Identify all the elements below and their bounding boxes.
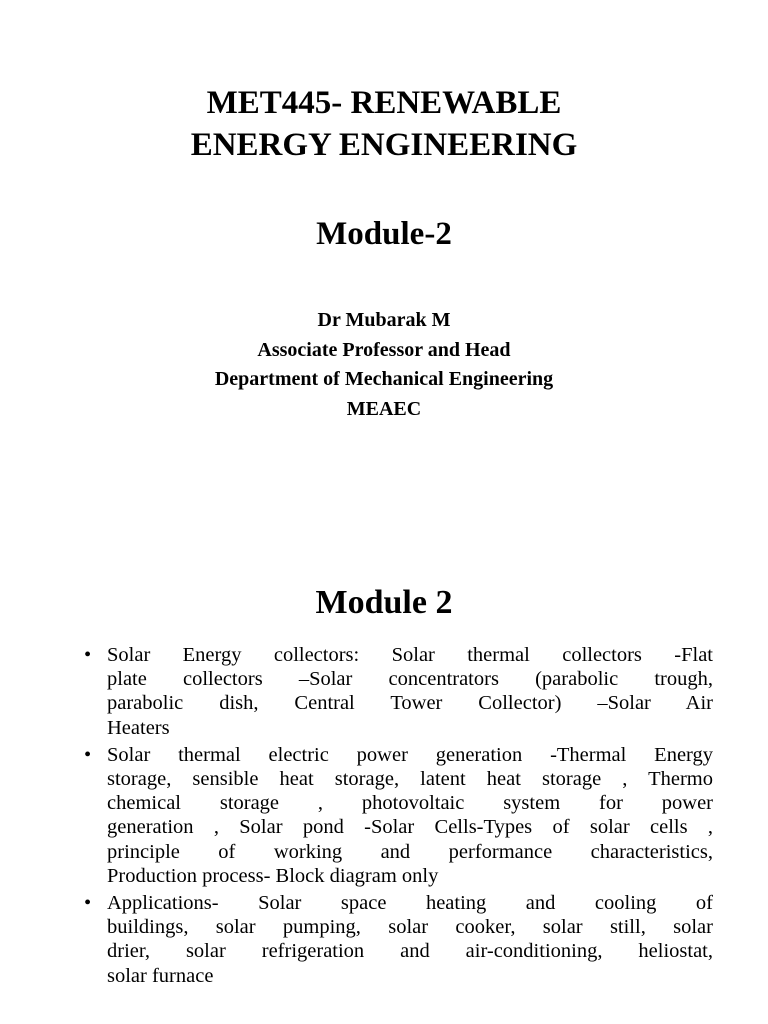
bullet-icon: • (84, 743, 92, 766)
bullet-text-line: buildings, solar pumping, solar cooker, solar still, solar (107, 916, 713, 939)
bullet-icon: • (84, 644, 92, 666)
author-name: Dr Mubarak M (317, 309, 451, 331)
bullet-list (84, 643, 713, 991)
bullet-text-line: Solar thermal electric power generation -Thermal Energy (107, 743, 713, 766)
syllabus-slide (0, 512, 768, 1024)
bullet-text-line: principle of working and performance characteristics, (107, 840, 713, 863)
bullet-icon: • (84, 892, 92, 915)
bullet-item (84, 891, 713, 988)
course-title (0, 82, 768, 166)
course-title-line: ENERGY ENGINEERING (190, 127, 578, 163)
bullet-text-line: parabolic dish, Central Tower Collector) –Solar Air (107, 692, 713, 715)
module-label: Module-2 (316, 216, 452, 252)
bullet-text-line: Applications- Solar space heating and cooling of (107, 892, 713, 915)
bullet-text-line: Production process- Block diagram only (107, 864, 439, 887)
bullet-text-line: chemical storage , photovoltaic system for power (107, 792, 713, 815)
bullet-item (84, 643, 713, 740)
bullet-text-line: drier, solar refrigeration and air-conditioning, heliostat, (107, 940, 713, 963)
author-block (0, 306, 768, 424)
slide-heading: Module 2 (315, 584, 453, 621)
bullet-text-line: plate collectors –Solar concentrators (parabolic trough, (107, 668, 713, 691)
author-position: Associate Professor and Head (257, 338, 511, 361)
bullet-text-line: Solar Energy collectors: Solar thermal collectors -Flat (107, 644, 713, 666)
bullet-item (84, 743, 713, 888)
author-institution: MEAEC (346, 397, 422, 420)
bullet-text-line: generation , Solar pond -Solar Cells-Types of solar cells , (107, 816, 713, 839)
bullet-text-line: storage, sensible heat storage, latent heat storage , Thermo (107, 768, 713, 791)
course-title-line: MET445- RENEWABLE (206, 85, 562, 121)
bullet-text-line: solar furnace (107, 964, 214, 987)
bullet-text-line: Heaters (107, 716, 170, 739)
author-department: Department of Mechanical Engineering (214, 368, 554, 390)
